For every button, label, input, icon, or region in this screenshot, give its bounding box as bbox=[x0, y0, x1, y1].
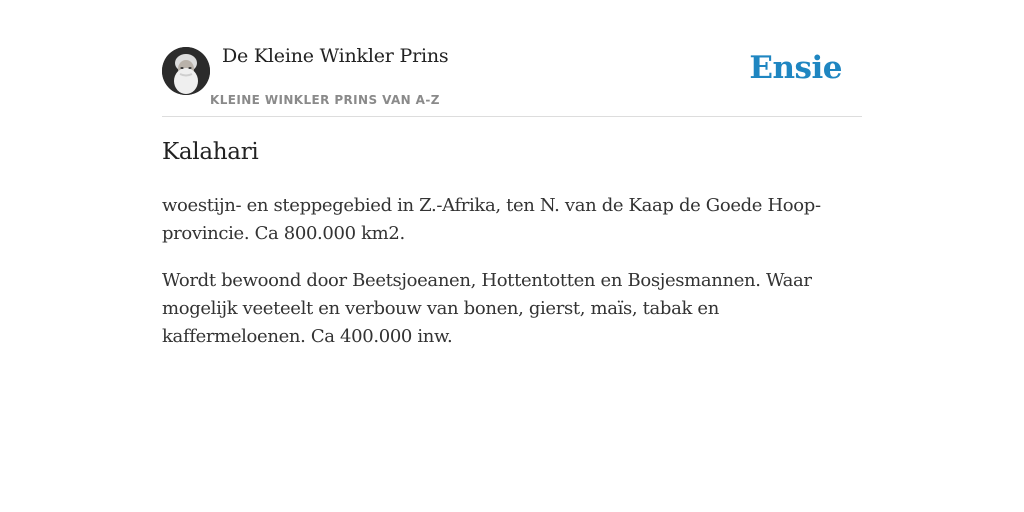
entry-body bbox=[162, 192, 862, 370]
author-portrait-image bbox=[162, 47, 210, 95]
header bbox=[162, 0, 862, 117]
book-title[interactable]: KLEINE WINKLER PRINS VAN A-Z bbox=[210, 93, 440, 107]
author-avatar[interactable] bbox=[162, 47, 210, 95]
ensie-logo[interactable]: Ensie bbox=[749, 50, 842, 86]
entry-title: Kalahari bbox=[162, 139, 259, 165]
entry-paragraph: woestijn- en steppegebied in Z.-Afrika, ten N. van de Kaap de Goede Hoop-provincie. Ca 800.000 km2. bbox=[162, 195, 821, 244]
author-name[interactable]: De Kleine Winkler Prins bbox=[222, 45, 449, 67]
entry-paragraph: Wordt bewoond door Beetsjoeanen, Hottentotten en Bosjesmannen. Waar mogelijk veeteelt en verbouw van bonen, gierst, maïs, tabak en kaffermeloenen. Ca 400.000 inw. bbox=[162, 270, 812, 347]
